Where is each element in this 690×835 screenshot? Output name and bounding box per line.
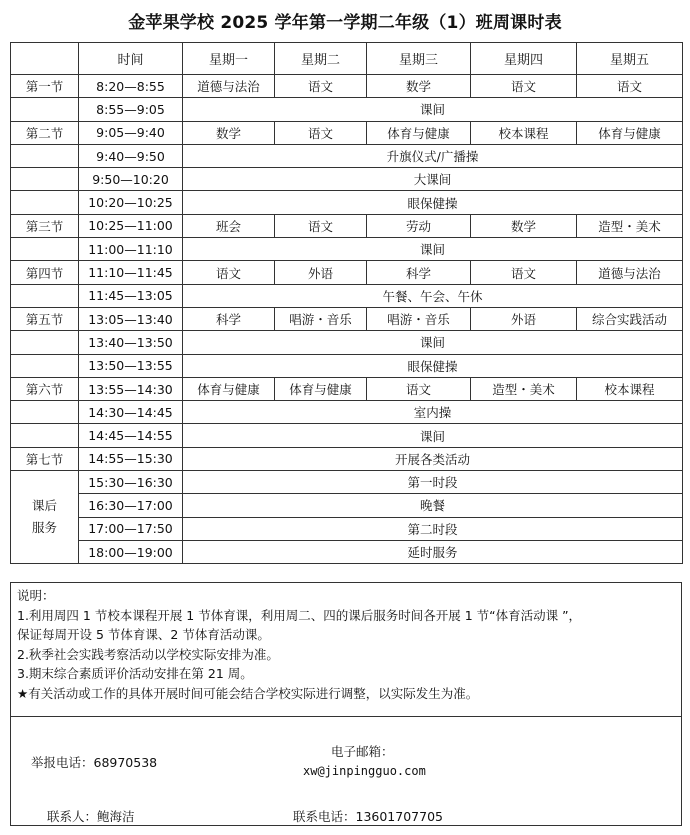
time-cell: 13:40—13:50: [79, 331, 183, 354]
class-cell: 劳动: [367, 214, 471, 237]
class-cell: 科学: [183, 307, 275, 330]
class-cell: 语文: [275, 121, 367, 144]
class-cell: 语文: [471, 75, 577, 98]
class-cell: 语文: [275, 214, 367, 237]
class-cell: 体育与健康: [275, 377, 367, 400]
table-row: [11, 307, 683, 330]
activity-cell: 开展各类活动: [183, 447, 683, 470]
class-cell: 数学: [471, 214, 577, 237]
table-row: [11, 261, 683, 284]
activity-cell: 眼保健操: [183, 191, 683, 214]
after-school-row: [11, 494, 683, 517]
time-cell: 9:05—9:40: [79, 121, 183, 144]
activity-cell: 课间: [183, 424, 683, 447]
time-cell: 10:25—11:00: [79, 214, 183, 237]
email-label: 电子邮箱：: [331, 744, 394, 759]
contact-person: 联系人：鲍海洁: [47, 809, 135, 824]
activity-cell: 升旗仪式/广播操: [183, 144, 683, 167]
class-cell: 唱游・音乐: [275, 307, 367, 330]
period-cell: 第四节: [11, 261, 79, 284]
class-cell: 造型・美术: [471, 377, 577, 400]
table-row: [11, 168, 683, 191]
period-cell: [11, 98, 79, 121]
class-cell: 语文: [183, 261, 275, 284]
period-cell: 第五节: [11, 307, 79, 330]
activity-cell: 大课间: [183, 168, 683, 191]
time-cell: 17:00—17:50: [79, 517, 183, 540]
header-cell: 星期四: [471, 43, 577, 75]
period-cell: [11, 424, 79, 447]
activity-cell: 课间: [183, 331, 683, 354]
period-cell: [11, 284, 79, 307]
time-cell: 14:45—14:55: [79, 424, 183, 447]
note-line-1b: 保证每周开设 5 节体育课、2 节体育活动课。: [17, 627, 270, 642]
note-line-2: 2.秋季社会实践考察活动以学校实际安排为准。: [17, 646, 279, 662]
after-school-label: 课后服务: [11, 471, 79, 564]
after-school-row: [11, 540, 683, 563]
table-row: [11, 447, 683, 470]
time-cell: 16:30—17:00: [79, 494, 183, 517]
class-cell: 体育与健康: [183, 377, 275, 400]
notes-heading: 说明：: [17, 588, 55, 603]
period-cell: [11, 191, 79, 214]
note-line-3: 3.期末综合素质评价活动安排在第 21 周。: [17, 666, 253, 681]
after-school-row: [11, 471, 683, 494]
header-cell: 星期三: [367, 43, 471, 75]
time-cell: 18:00—19:00: [79, 540, 183, 563]
class-cell: 语文: [275, 75, 367, 98]
contact-phone: 联系电话：13601707705: [293, 809, 443, 824]
activity-cell: 课间: [183, 98, 683, 121]
class-cell: 造型・美术: [577, 214, 683, 237]
period-cell: 第一节: [11, 75, 79, 98]
time-cell: 9:50—10:20: [79, 168, 183, 191]
header-cell: 星期五: [577, 43, 683, 75]
time-cell: 11:45—13:05: [79, 284, 183, 307]
activity-cell: 眼保健操: [183, 354, 683, 377]
class-cell: 科学: [367, 261, 471, 284]
table-row: [11, 144, 683, 167]
class-cell: 外语: [275, 261, 367, 284]
time-cell: 13:55—14:30: [79, 377, 183, 400]
report-phone: 举报电话：68970538: [31, 755, 158, 770]
table-row: [11, 214, 683, 237]
class-cell: 语文: [471, 261, 577, 284]
activity-cell: 午餐、午会、午休: [183, 284, 683, 307]
activity-cell: 晚餐: [183, 494, 683, 517]
period-cell: 第七节: [11, 447, 79, 470]
activity-cell: 室内操: [183, 401, 683, 424]
period-cell: [11, 401, 79, 424]
period-cell: [11, 238, 79, 261]
time-cell: 11:00—11:10: [79, 238, 183, 261]
period-cell: [11, 354, 79, 377]
table-row: [11, 98, 683, 121]
time-cell: 15:30—16:30: [79, 471, 183, 494]
class-cell: 体育与健康: [577, 121, 683, 144]
header-cell: 星期一: [183, 43, 275, 75]
time-cell: 9:40—9:50: [79, 144, 183, 167]
table-row: [11, 191, 683, 214]
class-cell: 综合实践活动: [577, 307, 683, 330]
table-row: [11, 331, 683, 354]
table-row: [11, 424, 683, 447]
period-cell: [11, 144, 79, 167]
table-row: [11, 75, 683, 98]
footer-contact: [10, 716, 682, 826]
after-school-row: [11, 517, 683, 540]
note-line-1a: 1.利用周四 1 节校本课程开展 1 节体育课，利用周二、四的课后服务时间各开展 1 节“体育活动课 ”，: [17, 607, 582, 623]
class-cell: 班会: [183, 214, 275, 237]
time-cell: 13:05—13:40: [79, 307, 183, 330]
period-cell: [11, 168, 79, 191]
email-address: xw@jinpingguo.com: [303, 764, 426, 778]
class-cell: 校本课程: [577, 377, 683, 400]
header-row: [11, 43, 683, 75]
time-cell: 10:20—10:25: [79, 191, 183, 214]
note-line-4: ★有关活动或工作的具体开展时间可能会结合学校实际进行调整，以实际发生为准。: [17, 685, 479, 701]
table-row: [11, 121, 683, 144]
table-row: [11, 284, 683, 307]
time-cell: 14:55—15:30: [79, 447, 183, 470]
time-cell: 13:50—13:55: [79, 354, 183, 377]
table-row: [11, 377, 683, 400]
time-cell: 14:30—14:45: [79, 401, 183, 424]
time-cell: 11:10—11:45: [79, 261, 183, 284]
class-cell: 数学: [183, 121, 275, 144]
period-cell: 第二节: [11, 121, 79, 144]
table-row: [11, 354, 683, 377]
period-cell: [11, 331, 79, 354]
schedule-table: [10, 42, 683, 564]
class-cell: 唱游・音乐: [367, 307, 471, 330]
notes-section: [10, 582, 682, 716]
activity-cell: 延时服务: [183, 540, 683, 563]
class-cell: 体育与健康: [367, 121, 471, 144]
class-cell: 校本课程: [471, 121, 577, 144]
activity-cell: 第二时段: [183, 517, 683, 540]
header-cell: [11, 43, 79, 75]
table-row: [11, 401, 683, 424]
class-cell: 道德与法治: [577, 261, 683, 284]
class-cell: 外语: [471, 307, 577, 330]
page-title: 金苹果学校 2025 学年第一学期二年级（1）班周课时表: [128, 13, 562, 33]
time-cell: 8:20—8:55: [79, 75, 183, 98]
class-cell: 数学: [367, 75, 471, 98]
class-cell: 道德与法治: [183, 75, 275, 98]
activity-cell: 课间: [183, 238, 683, 261]
class-cell: 语文: [367, 377, 471, 400]
class-cell: 语文: [577, 75, 683, 98]
header-cell: 星期二: [275, 43, 367, 75]
activity-cell: 第一时段: [183, 471, 683, 494]
header-cell: 时间: [79, 43, 183, 75]
table-row: [11, 238, 683, 261]
period-cell: 第六节: [11, 377, 79, 400]
time-cell: 8:55—9:05: [79, 98, 183, 121]
period-cell: 第三节: [11, 214, 79, 237]
